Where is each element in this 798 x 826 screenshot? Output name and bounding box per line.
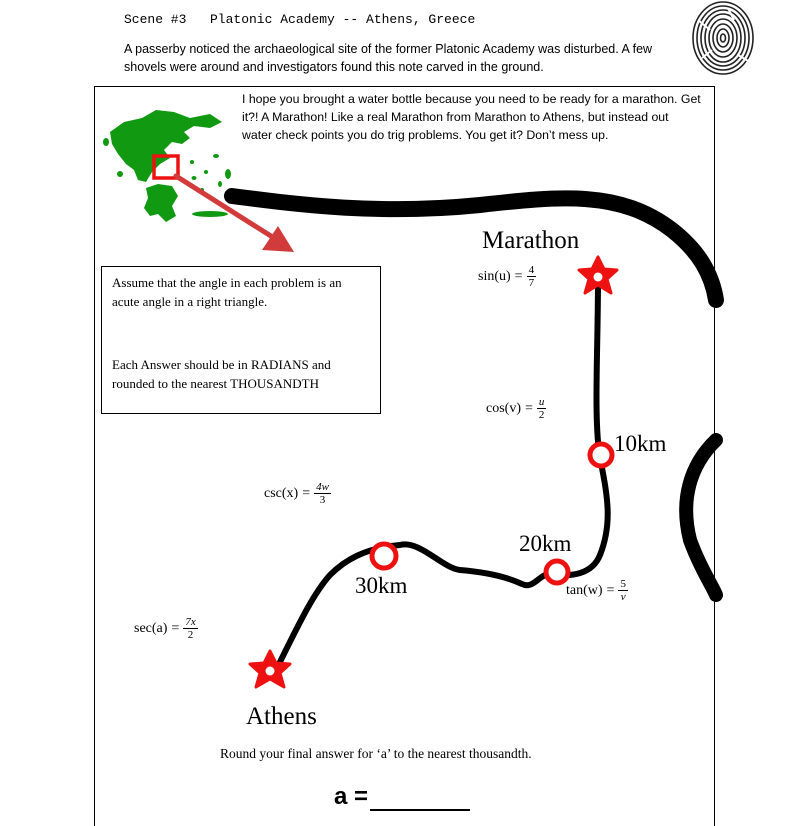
denominator: 2 <box>187 629 194 641</box>
equals-sign: = <box>525 400 533 416</box>
equation-lhs: sec(a) <box>134 620 168 636</box>
equation-sec <box>134 616 198 641</box>
equation-tan <box>566 578 628 603</box>
equation-lhs: tan(w) <box>566 582 603 598</box>
denominator: 3 <box>319 494 326 506</box>
equation-cos <box>486 396 546 421</box>
checkpoint-10km <box>590 444 612 466</box>
checkpoint-20km-label: 20km <box>519 531 572 556</box>
denominator: 2 <box>538 409 545 421</box>
note-text: I hope you brought a water bottle because you need to be ready for a marathon. Get it?! A Marathon! Like a real Marathon from Marathon to Athens, but instead out water check points you do trig problems. You get it? Don’t mess up. <box>242 92 701 142</box>
checkpoint-30km <box>372 544 396 568</box>
rules-box <box>101 266 381 414</box>
equation-csc <box>264 481 331 506</box>
equals-sign: = <box>302 485 311 501</box>
numerator: 4w <box>316 481 329 493</box>
rules-line-2: Each Answer should be in RADIANS and rounded to the nearest THOUSANDTH <box>112 357 331 391</box>
equation-lhs: sin(u) <box>478 268 511 284</box>
answer-field[interactable] <box>334 783 470 811</box>
equation-lhs: csc(x) <box>264 485 299 501</box>
equation-sin <box>478 264 536 289</box>
checkpoint-20km <box>546 561 568 583</box>
equation-lhs: cos(v) <box>486 400 521 416</box>
scene-label: Scene #3 <box>124 12 187 27</box>
checkpoint-30km-label: 30km <box>355 573 408 598</box>
intro-paragraph: A passerby noticed the archaeological site of the former Platonic Academy was disturbed. A few shovels were around and investigators found this note carved in the ground. <box>124 42 653 74</box>
rules-line-1: Assume that the angle in each problem is an acute angle in a right triangle. <box>112 275 342 309</box>
athens-label: Athens <box>246 703 317 730</box>
numerator: 4 <box>528 264 535 276</box>
final-instruction: Round your final answer for ‘a’ to the nearest thousandth. <box>220 746 532 761</box>
scene-title: Platonic Academy -- Athens, Greece <box>210 12 476 27</box>
numerator: 7x <box>185 616 196 628</box>
denominator: v <box>620 591 626 603</box>
denominator: 7 <box>528 277 535 289</box>
answer-label: a = <box>334 783 369 810</box>
marathon-label: Marathon <box>482 227 580 254</box>
numerator: u <box>538 396 545 408</box>
checkpoint-10km-label: 10km <box>614 431 667 456</box>
equals-sign: = <box>514 268 523 284</box>
answer-blank[interactable] <box>370 787 470 811</box>
numerator: 5 <box>620 578 626 590</box>
equals-sign: = <box>606 582 615 598</box>
equals-sign: = <box>171 620 180 636</box>
